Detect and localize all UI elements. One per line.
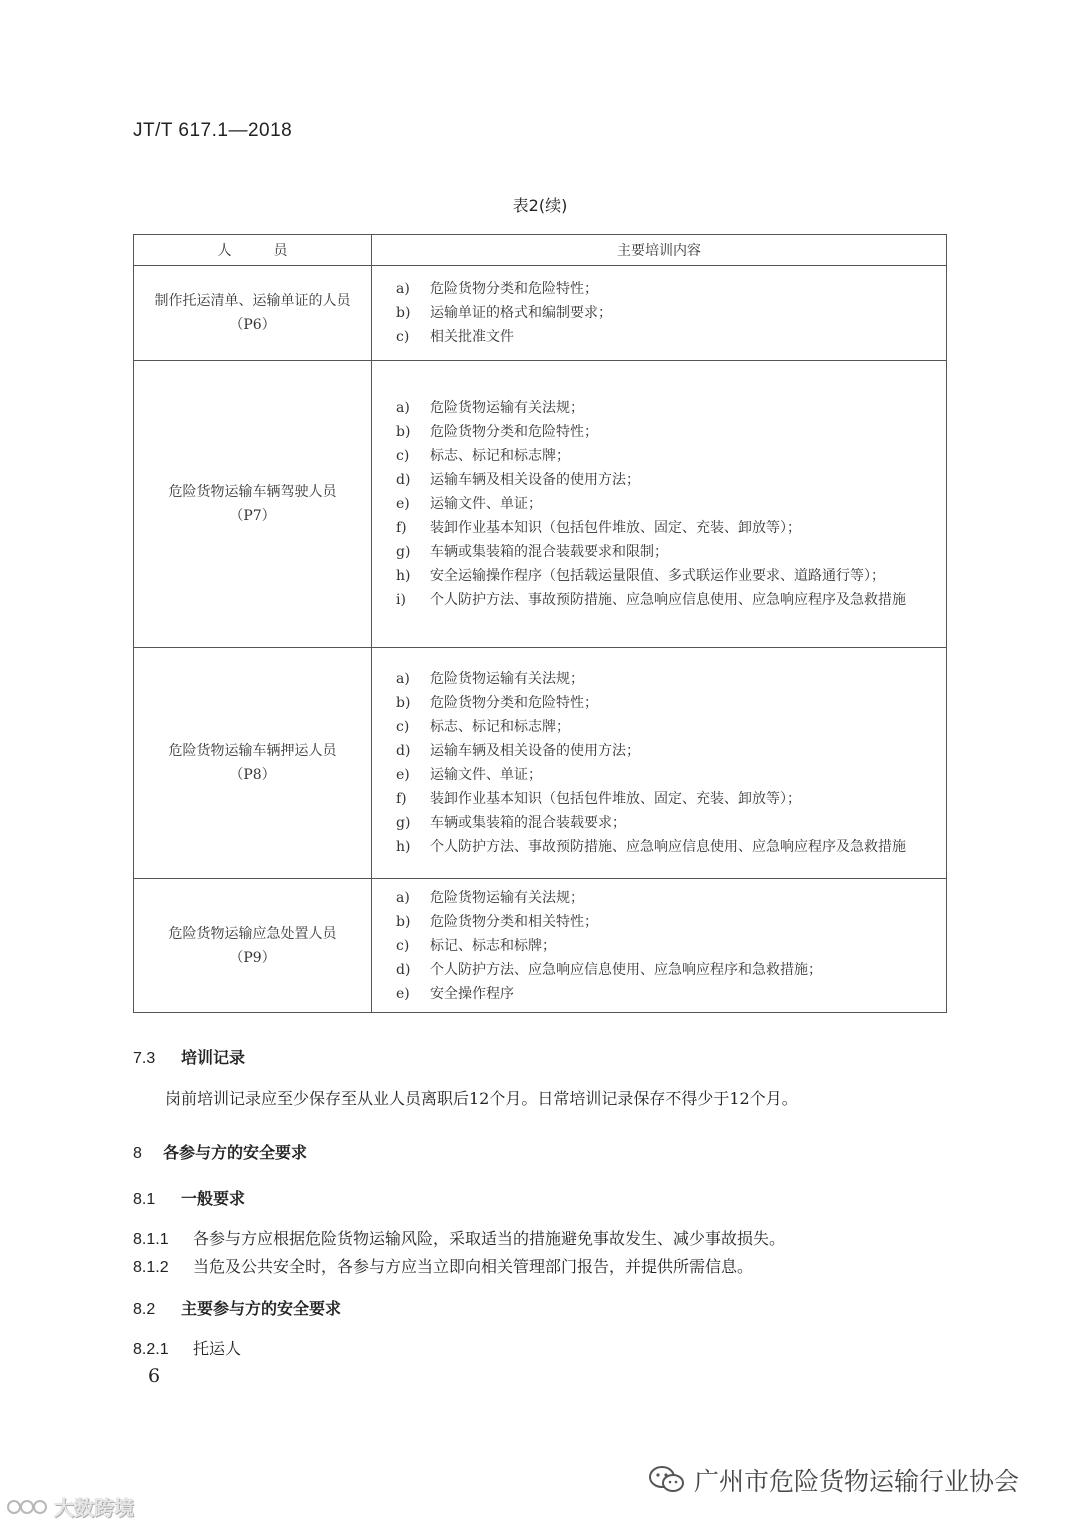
- table-caption: 表2(续): [512, 196, 568, 215]
- table-header-row: [134, 235, 947, 266]
- training-item: [396, 588, 946, 612]
- item-marker: b): [396, 424, 411, 440]
- item-text: 危险货物分类和危险特性；: [430, 281, 598, 297]
- section-8-heading: [133, 1140, 947, 1163]
- training-item: [396, 325, 946, 349]
- training-item: [396, 444, 946, 468]
- training-item: [396, 715, 946, 739]
- clause-number: 8.1.1: [133, 1231, 169, 1248]
- item-marker: b): [396, 695, 411, 711]
- training-item: [396, 691, 946, 715]
- section-7-3-heading: [133, 1045, 947, 1068]
- training-item: [396, 468, 946, 492]
- item-marker: h): [396, 568, 411, 584]
- section-8-2-heading: [133, 1296, 947, 1319]
- section-title: 各参与方的安全要求: [163, 1143, 308, 1162]
- item-text: 运输单证的格式和编制要求；: [430, 305, 612, 321]
- item-marker: d): [396, 743, 411, 759]
- item-text: 车辆或集装箱的混合装载要求和限制；: [430, 544, 668, 560]
- item-marker: a): [396, 281, 410, 297]
- item-marker: e): [396, 496, 410, 512]
- item-marker: g): [396, 815, 411, 831]
- table-row: [134, 361, 947, 648]
- item-text: 标志、标记和标志牌；: [430, 719, 570, 735]
- item-marker: b): [396, 305, 411, 321]
- section-title: 主要参与方的安全要求: [181, 1299, 342, 1318]
- item-marker: i): [396, 592, 406, 608]
- item-marker: d): [396, 472, 411, 488]
- person-role: 危险货物运输应急处置人员: [168, 925, 337, 942]
- content-cell: [372, 648, 947, 879]
- item-text: 危险货物运输有关法规；: [430, 671, 584, 687]
- training-item: [396, 910, 946, 934]
- wechat-source: [648, 1462, 1019, 1498]
- watermark-text: 大数跨境: [54, 1496, 134, 1520]
- person-cell: [134, 648, 372, 879]
- item-marker: f): [396, 520, 407, 536]
- item-text: 标记、标志和标牌；: [430, 937, 556, 954]
- person-cell: [134, 266, 372, 361]
- training-item: [396, 787, 946, 811]
- training-item: [396, 739, 946, 763]
- content-cell: [372, 266, 947, 361]
- section-7-3-paragraph: 岗前培训记录应至少保存至从业人员离职后12个月。日常培训记录保存不得少于12个月。: [165, 1089, 798, 1108]
- clause-number: 8.2.1: [133, 1341, 169, 1358]
- item-text: 标志、标记和标志牌；: [430, 448, 570, 464]
- item-text: 安全操作程序: [430, 985, 514, 1002]
- section-number: 8.1: [133, 1191, 156, 1208]
- section-number: 8.2: [133, 1301, 156, 1318]
- section-8-1-heading: [133, 1186, 947, 1209]
- table-row: [134, 648, 947, 879]
- watermark-logo-icon: [6, 1495, 48, 1519]
- item-marker: a): [396, 889, 410, 906]
- item-marker: e): [396, 985, 410, 1002]
- training-item-list: [396, 277, 946, 349]
- training-item: [396, 301, 946, 325]
- training-item: [396, 420, 946, 444]
- item-text: 危险货物分类和危险特性；: [430, 695, 598, 711]
- item-text: 运输车辆及相关设备的使用方法；: [430, 743, 640, 759]
- item-text: 个人防护方法、事故预防措施、应急响应信息使用、应急响应程序及急救措施: [430, 839, 906, 855]
- person-code: （P8）: [229, 767, 276, 783]
- wechat-icon: [648, 1465, 686, 1495]
- person-code: （P9）: [229, 949, 276, 966]
- training-table: [133, 234, 947, 1013]
- clause-8-1-2: [133, 1254, 947, 1277]
- item-marker: c): [396, 937, 410, 954]
- item-marker: f): [396, 791, 407, 807]
- training-item-list: [396, 396, 946, 612]
- item-marker: c): [396, 719, 410, 735]
- clause-number: 8.1.2: [133, 1259, 169, 1276]
- training-item: [396, 835, 946, 859]
- item-marker: g): [396, 544, 411, 560]
- person-cell: [134, 361, 372, 648]
- training-item: [396, 763, 946, 787]
- item-text: 运输文件、单证；: [430, 767, 542, 783]
- table-row: [134, 879, 947, 1013]
- clause-8-2-1: [133, 1336, 947, 1359]
- page-number: 6: [148, 1365, 161, 1387]
- item-text: 运输文件、单证；: [430, 496, 542, 512]
- person-role: 危险货物运输车辆驾驶人员: [168, 484, 337, 500]
- clause-text: 当危及公共安全时，各参与方应当立即向相关管理部门报告，并提供所需信息。: [193, 1257, 754, 1276]
- training-item: [396, 540, 946, 564]
- item-text: 危险货物运输有关法规；: [430, 889, 584, 906]
- training-item-list: [396, 886, 946, 1006]
- table-body: [134, 266, 947, 1013]
- item-marker: c): [396, 329, 410, 345]
- training-item: [396, 277, 946, 301]
- column-header-content: 主要培训内容: [372, 235, 947, 266]
- clause-title: 托运人: [193, 1339, 242, 1358]
- item-text: 个人防护方法、事故预防措施、应急响应信息使用、应急响应程序及急救措施: [430, 592, 906, 608]
- watermark: [6, 1492, 134, 1521]
- item-marker: a): [396, 671, 410, 687]
- item-text: 运输车辆及相关设备的使用方法；: [430, 472, 640, 488]
- item-marker: h): [396, 839, 411, 855]
- item-text: 危险货物分类和相关特性；: [430, 913, 598, 930]
- training-item: [396, 982, 946, 1006]
- item-marker: a): [396, 400, 410, 416]
- training-item: [396, 667, 946, 691]
- training-item: [396, 396, 946, 420]
- item-text: 个人防护方法、应急响应信息使用、应急响应程序和急救措施；: [430, 961, 822, 978]
- item-text: 车辆或集装箱的混合装载要求；: [430, 815, 626, 831]
- training-item: [396, 564, 946, 588]
- section-title: 一般要求: [181, 1189, 246, 1208]
- training-item: [396, 958, 946, 982]
- training-item: [396, 516, 946, 540]
- item-marker: d): [396, 961, 411, 978]
- training-item: [396, 811, 946, 835]
- item-text: 装卸作业基本知识（包括包件堆放、固定、充装、卸放等）；: [430, 520, 801, 536]
- content-cell: [372, 879, 947, 1013]
- item-text: 装卸作业基本知识（包括包件堆放、固定、充装、卸放等）；: [430, 791, 801, 807]
- training-item: [396, 886, 946, 910]
- item-text: 危险货物运输有关法规；: [430, 400, 584, 416]
- section-number: 8: [133, 1145, 142, 1162]
- clause-text: 各参与方应根据危险货物运输风险，采取适当的措施避免事故发生、减少事故损失。: [193, 1229, 786, 1248]
- column-header-person: 人员: [134, 235, 372, 266]
- person-code: （P6）: [229, 317, 276, 333]
- item-marker: e): [396, 767, 410, 783]
- content-cell: [372, 361, 947, 648]
- section-number: 7.3: [133, 1050, 156, 1067]
- wechat-source-name: 广州市危险货物运输行业协会: [694, 1467, 1020, 1496]
- person-cell: [134, 879, 372, 1013]
- item-text: 安全运输操作程序（包括载运量限值、多式联运作业要求、道路通行等）；: [430, 568, 885, 584]
- person-role: 制作托运清单、运输单证的人员: [154, 293, 351, 309]
- training-item: [396, 934, 946, 958]
- table-row: [134, 266, 947, 361]
- item-marker: c): [396, 448, 410, 464]
- item-text: 相关批准文件: [430, 329, 514, 345]
- training-item: [396, 492, 946, 516]
- item-text: 危险货物分类和危险特性；: [430, 424, 598, 440]
- training-item-list: [396, 667, 946, 859]
- person-code: （P7）: [229, 508, 276, 524]
- standard-code: JT/T 617.1—2018: [133, 120, 293, 141]
- item-marker: b): [396, 913, 411, 930]
- clause-8-1-1: [133, 1226, 947, 1249]
- person-role: 危险货物运输车辆押运人员: [168, 743, 337, 759]
- section-title: 培训记录: [181, 1048, 246, 1067]
